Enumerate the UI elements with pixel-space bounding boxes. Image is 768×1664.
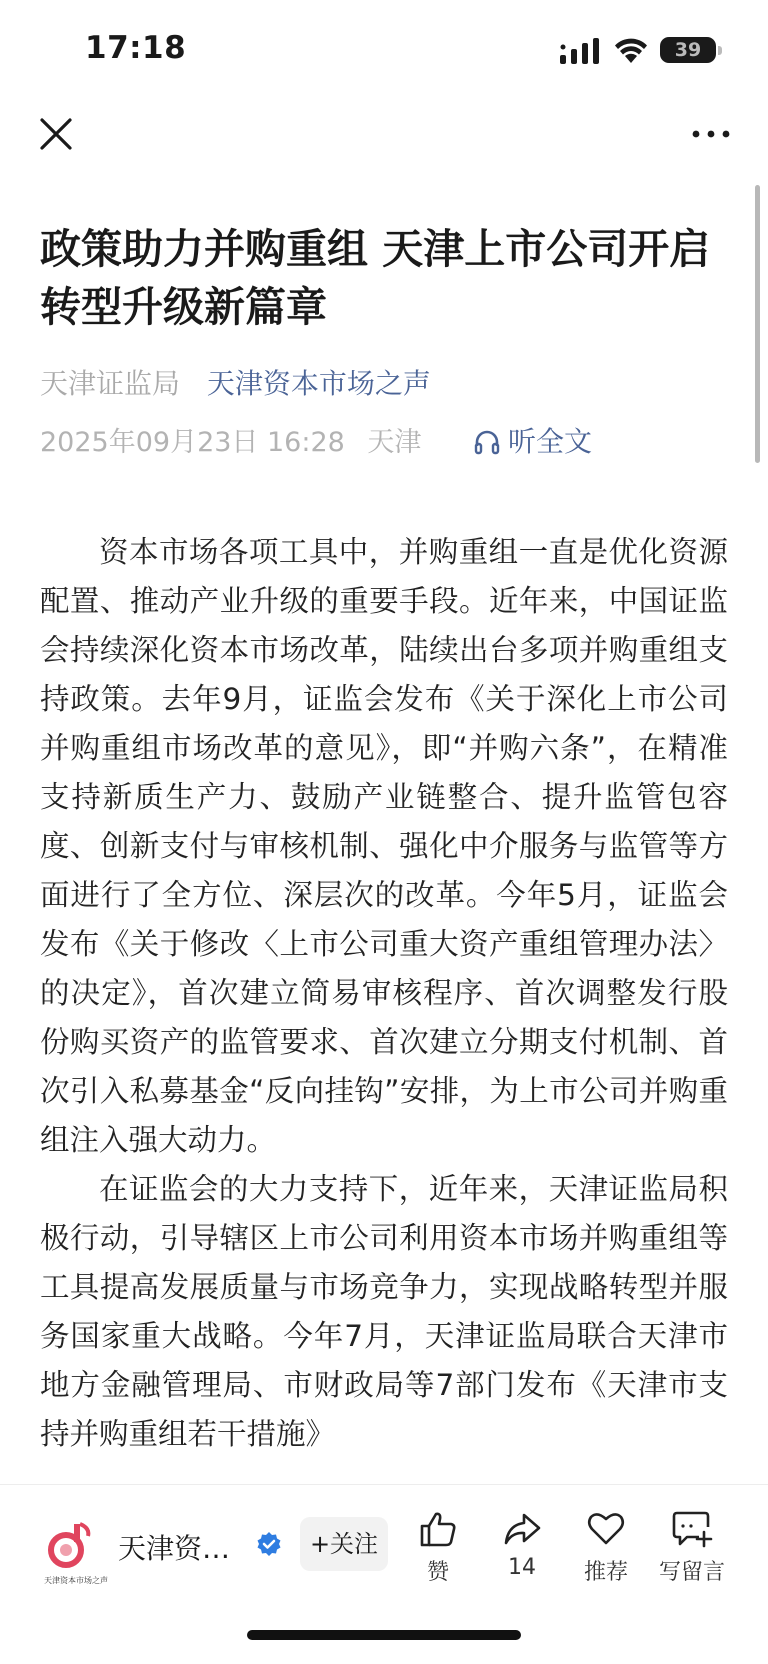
account-name[interactable]: 天津资…	[118, 1532, 231, 1565]
account-logo-icon[interactable]	[44, 1520, 96, 1572]
share-button[interactable]	[482, 1509, 562, 1580]
listen-label: 听全文	[508, 425, 593, 458]
date-row	[40, 420, 421, 459]
status-time: 17:18	[85, 30, 187, 66]
logo-caption: 天津资本市场之声	[44, 1576, 108, 1585]
meta-row	[40, 362, 431, 402]
article-body	[40, 528, 728, 1480]
thumbs-up-icon	[418, 1509, 458, 1549]
heart-icon	[586, 1509, 626, 1549]
article-paragraph: 资本市场各项工具中，并购重组一直是优化资源配置、推动产业升级的重要手段。近年来，中国证监会持续深化资本市场改革，陆续出台多项并购重组支持政策。去年9月，证监会发布《关于深化上市公司并购重组市场改革的意见》，即“并购六条”，在精准支持新质生产力、鼓励产业链整合、提升监管包容度、创新支付与审核机制、强化中介服务与监管等方面进行了全方位、深层次的改革。今年5月，证监会发布《关于修改〈上市公司重大资产重组管理办法〉的决定》，首次建立简易审核程序、首次调整发行股份购买资产的监管要求、首次建立分期支付机制、首次引入私募基金“反向挂钩”安排，为上市公司并购重组注入强大动力。	[40, 535, 728, 1157]
share-count: 14	[508, 1555, 536, 1580]
article-paragraph: 在证监会的大力支持下，近年来，天津证监局积极行动，引导辖区上市公司利用资本市场并购重组等工具提高发展质量与市场竞争力，实现战略转型并服务国家重大战略。今年7月，天津证监局联合天津市地方金融管理局、市财政局等7部门发布《天津市支持并购重组若干措施》	[40, 1172, 728, 1451]
more-icon[interactable]	[690, 122, 732, 146]
follow-button[interactable]: +关注	[300, 1517, 388, 1571]
verified-icon	[256, 1531, 282, 1557]
battery-indicator	[660, 37, 716, 63]
close-icon[interactable]	[38, 116, 74, 152]
battery-level: 39	[674, 39, 702, 61]
like-button[interactable]	[398, 1509, 478, 1586]
battery-cap	[718, 46, 722, 55]
like-label: 赞	[426, 1560, 449, 1585]
account-link[interactable]: 天津资本市场之声	[206, 367, 431, 400]
listen-button[interactable]	[474, 420, 592, 460]
article-author: 天津证监局	[40, 367, 181, 400]
article-title: 政策助力并购重组 天津上市公司开启转型升级新篇章	[40, 225, 711, 331]
wifi-icon	[614, 36, 648, 64]
home-indicator[interactable]	[247, 1630, 521, 1640]
cellular-signal-icon	[560, 38, 600, 64]
comment-icon	[671, 1509, 713, 1549]
comment-button[interactable]	[650, 1509, 734, 1586]
publish-date: 2025年09月23日 16:28	[40, 427, 345, 458]
headphones-icon	[474, 429, 500, 455]
recommend-label: 推荐	[583, 1560, 628, 1585]
publish-location: 天津	[367, 427, 422, 458]
recommend-button[interactable]	[566, 1509, 646, 1586]
comment-label: 写留言	[658, 1560, 725, 1585]
scrollbar[interactable]	[755, 185, 760, 463]
share-icon	[502, 1509, 542, 1549]
